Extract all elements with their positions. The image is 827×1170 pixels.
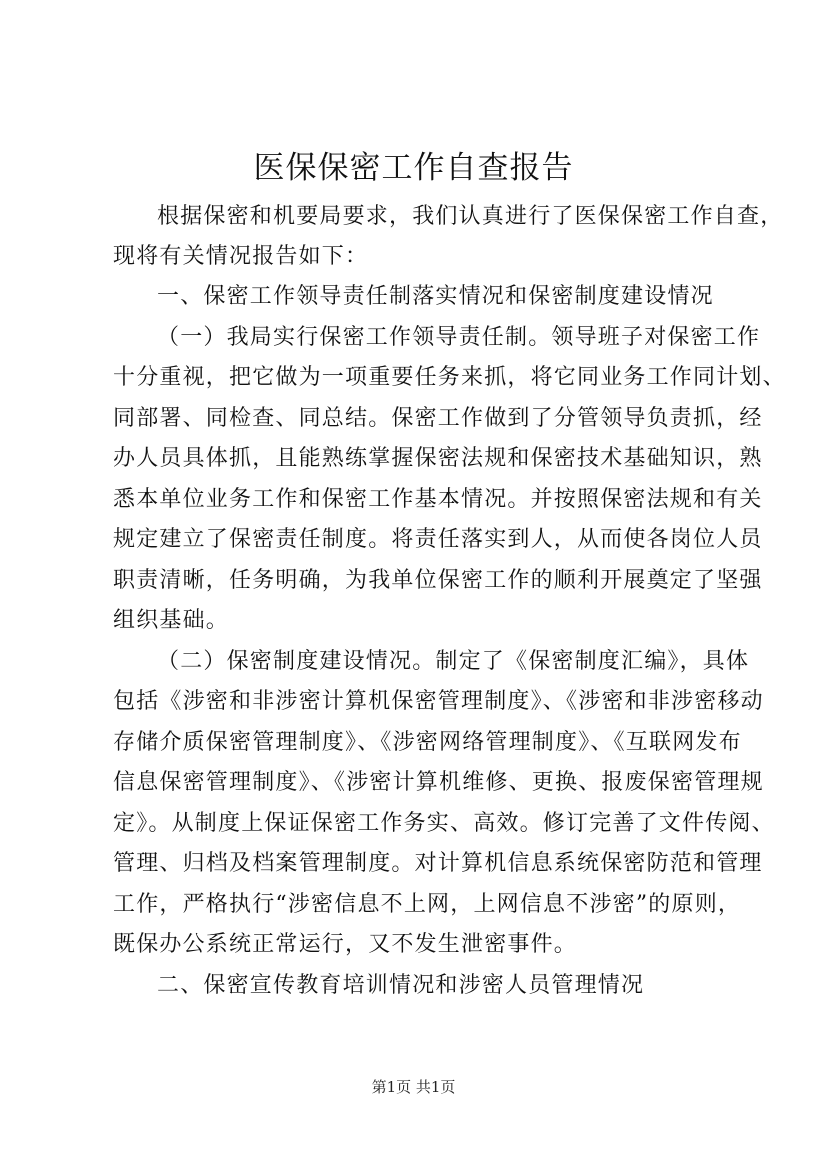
paragraph-line: 包括《涉密和非涉密计算机保密管理制度》、《涉密和非涉密移动: [113, 689, 764, 714]
paragraph-line: 职责清晰，任务明确，为我单位保密工作的顺利开展奠定了坚强: [113, 568, 763, 593]
paragraph-line: 现将有关情况报告如下：: [113, 244, 369, 269]
paragraph-line: 悉本单位业务工作和保密工作基本情况。并按照保密法规和有关: [113, 487, 763, 512]
paragraph-line: 规定建立了保密责任制度。将责任落实到人，从而使各岗位人员: [113, 527, 763, 552]
paragraph-line: 办人员具体抓，且能熟练掌握保密法规和保密技术基础知识，熟: [113, 446, 763, 471]
paragraph-line: 定》。从制度上保证保密工作务实、高效。修订完善了文件传阅、: [113, 811, 775, 836]
paragraph-line: 组织基础。: [113, 608, 230, 633]
paragraph-line: 既保办公系统正常运行，又不发生泄密事件。: [113, 932, 578, 957]
paragraph-line: 信息保密管理制度》、《涉密计算机维修、更换、报废保密管理规: [113, 770, 764, 795]
document-title: 医保保密工作自查报告: [253, 150, 574, 186]
paragraph-line: 十分重视，把它做为一项重要任务来抓，将它同业务工作同计划、: [113, 365, 786, 390]
section-heading-1: 一、保密工作领导责任制落实情况和保密制度建设情况: [157, 284, 714, 309]
paragraph-line: （一）我局实行保密工作领导责任制。领导班子对保密工作: [157, 325, 761, 350]
paragraph-line: （二）保密制度建设情况。制定了《保密制度汇编》，具体: [157, 649, 750, 674]
paragraph-line: 根据保密和机要局要求，我们认真进行了医保保密工作自查，: [157, 204, 784, 229]
paragraph-line: 工作，严格执行“涉密信息不上网，上网信息不涉密”的原则，: [113, 892, 742, 917]
paragraph-line: 管理、归档及档案管理制度。对计算机信息系统保密防范和管理: [113, 851, 763, 876]
section-heading-2: 二、保密宣传教育培训情况和涉密人员管理情况: [157, 973, 645, 998]
paragraph-line: 同部署、同检查、同总结。保密工作做到了分管领导负责抓，经: [113, 406, 763, 431]
page-footer: 第1页 共1页: [371, 1078, 456, 1096]
paragraph-line: 存储介质保密管理制度》、《涉密网络管理制度》、《互联网发布: [113, 730, 742, 755]
